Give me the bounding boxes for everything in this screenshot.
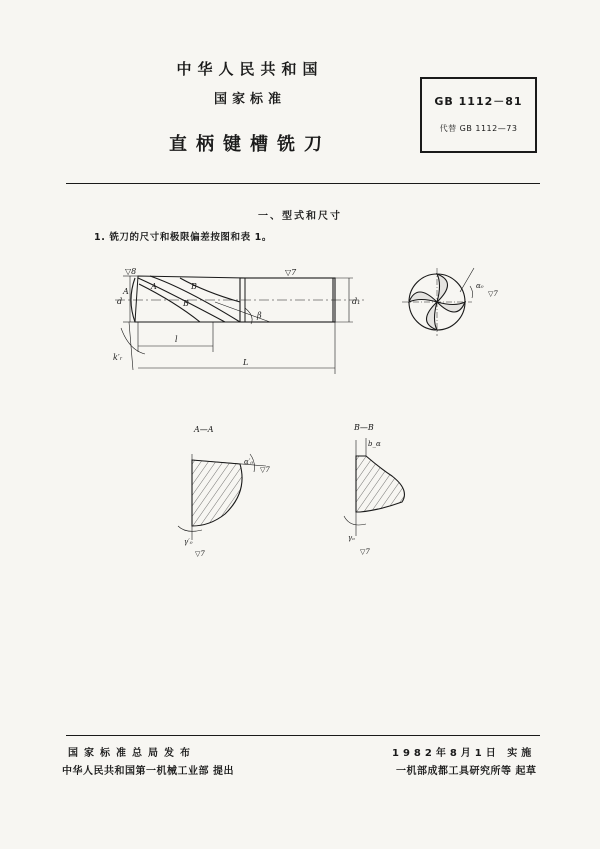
end-label-roughness-7: ▽7 xyxy=(488,290,498,298)
main-label-d1: d₁ xyxy=(352,297,361,306)
main-label-b-lower: B xyxy=(183,299,189,308)
end-label-alpha0: α₀ xyxy=(476,282,484,290)
main-label-d: d xyxy=(117,297,123,306)
section-aa-drawing xyxy=(170,422,290,562)
main-label-a-upper: A xyxy=(151,282,157,291)
main-label-beta: β xyxy=(257,311,262,320)
section-bb-label-gamma0: γₒ xyxy=(348,534,355,542)
section-aa-caption: A—A xyxy=(194,425,214,434)
section-aa-label-roughness-bottom: ▽7 xyxy=(195,550,205,558)
main-label-roughness-7: ▽7 xyxy=(285,268,297,277)
standard-number-box xyxy=(420,77,537,153)
footer-drafter: 一机部成都工具研究所等 起草 xyxy=(396,766,537,777)
main-label-b-upper: B xyxy=(191,282,197,291)
main-label-L: L xyxy=(243,358,249,367)
section-bb-caption: B—B xyxy=(354,423,374,432)
header-divider xyxy=(66,183,540,184)
section-bb-label-roughness: ▽7 xyxy=(360,548,370,556)
national-standard-label: 国家标准 xyxy=(213,92,286,107)
standard-number: GB 1112－81 xyxy=(434,95,523,108)
section-aa-label-alpha0p: α′₀ xyxy=(244,458,254,466)
footer-effective-date: 1982年8月1日 实施 xyxy=(392,748,536,759)
paragraph-1: 1. 铣刀的尺寸和极限偏差按图和表 1。 xyxy=(94,232,272,243)
document-title: 直柄键槽铣刀 xyxy=(169,134,331,155)
section-bb-label-b-alpha: b_α xyxy=(368,440,381,448)
main-label-a-left: A xyxy=(123,287,129,296)
main-label-kr: k′ᵣ xyxy=(113,353,123,362)
country-name: 中华人民共和国 xyxy=(176,60,324,78)
section-aa-label-roughness-top: ▽7 xyxy=(260,466,270,474)
main-label-l: l xyxy=(175,335,178,344)
end-view-drawing xyxy=(400,262,525,352)
footer-proposer: 中华人民共和国第一机械工业部 提出 xyxy=(62,766,234,777)
footer-divider xyxy=(66,735,540,736)
section-heading: 一、型式和尺寸 xyxy=(258,211,342,222)
section-bb-drawing xyxy=(340,420,450,560)
footer-issuer: 国家标准总局发布 xyxy=(68,748,196,759)
main-label-roughness-8: ▽8 xyxy=(125,267,137,276)
section-aa-label-gamma0p: γ′₀ xyxy=(184,538,193,546)
replaces-standard: 代替 GB 1112—73 xyxy=(439,124,518,133)
